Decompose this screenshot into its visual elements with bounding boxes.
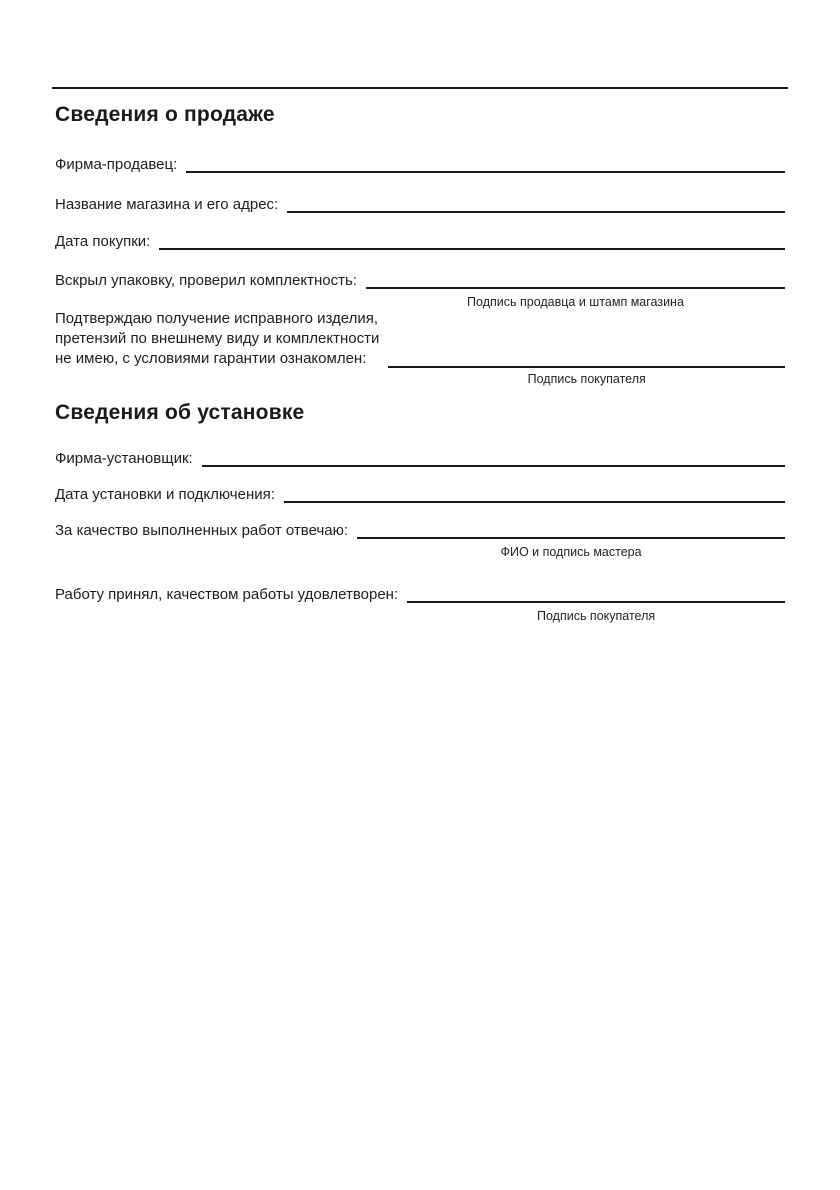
confirmation-text (55, 309, 388, 369)
purchase-date-fill (159, 233, 785, 251)
confirmation-text-line-1: Подтверждаю получение исправного изделия, (55, 310, 379, 327)
confirmation-text-line-2: претензий по внешнему виду и комплектности (55, 330, 380, 347)
accepted-field-row (55, 586, 785, 623)
confirmation-blank-line (388, 366, 785, 368)
unpacked-signature-caption: Подпись продавца и штамп магазина (467, 295, 684, 309)
confirmation-fill (388, 309, 785, 386)
quality-signature-caption: ФИО и подпись мастера (500, 545, 642, 559)
seller-fill (186, 156, 785, 174)
installer-label: Фирма-установщик: (55, 450, 193, 467)
installer-fill (202, 450, 785, 468)
quality-field-row (55, 522, 785, 559)
install-date-blank-line (284, 501, 785, 503)
purchase-date-field-row (55, 233, 785, 251)
unpacked-fill (366, 272, 785, 309)
confirmation-text-line-3: не имею, с условиями гарантии ознакомлен: (55, 350, 367, 367)
accepted-blank-line (407, 601, 785, 603)
installer-blank-line (202, 465, 785, 467)
install-date-fill (284, 486, 785, 504)
quality-fill (357, 522, 785, 559)
quality-label: За качество выполненных работ отвечаю: (55, 522, 349, 539)
installer-field-row (55, 450, 785, 468)
store-label: Название магазина и его адрес: (55, 196, 279, 213)
accepted-signature-caption: Подпись покупателя (536, 609, 656, 623)
top-divider-rule (52, 87, 788, 89)
accepted-label: Работу принял, качеством работы удовлетворен: (55, 586, 399, 603)
installation-section-heading: Сведения об установке (55, 401, 305, 424)
confirmation-row (55, 309, 785, 386)
store-field-row (55, 196, 785, 214)
unpacked-field-row (55, 272, 785, 309)
unpacked-blank-line (366, 287, 785, 289)
quality-blank-line (357, 537, 785, 539)
accepted-fill (407, 586, 785, 623)
unpacked-label: Вскрыл упаковку, проверил комплектность: (55, 272, 357, 289)
sale-section-heading: Сведения о продаже (55, 103, 275, 126)
seller-field-row (55, 156, 785, 174)
install-date-label: Дата установки и подключения: (55, 486, 275, 503)
seller-blank-line (186, 171, 785, 173)
store-fill (287, 196, 785, 214)
purchase-date-label: Дата покупки: (55, 233, 151, 250)
seller-label: Фирма-продавец: (55, 156, 178, 173)
store-blank-line (287, 211, 785, 213)
purchase-date-blank-line (159, 248, 785, 250)
confirmation-signature-caption: Подпись покупателя (527, 372, 646, 386)
install-date-field-row (55, 486, 785, 504)
